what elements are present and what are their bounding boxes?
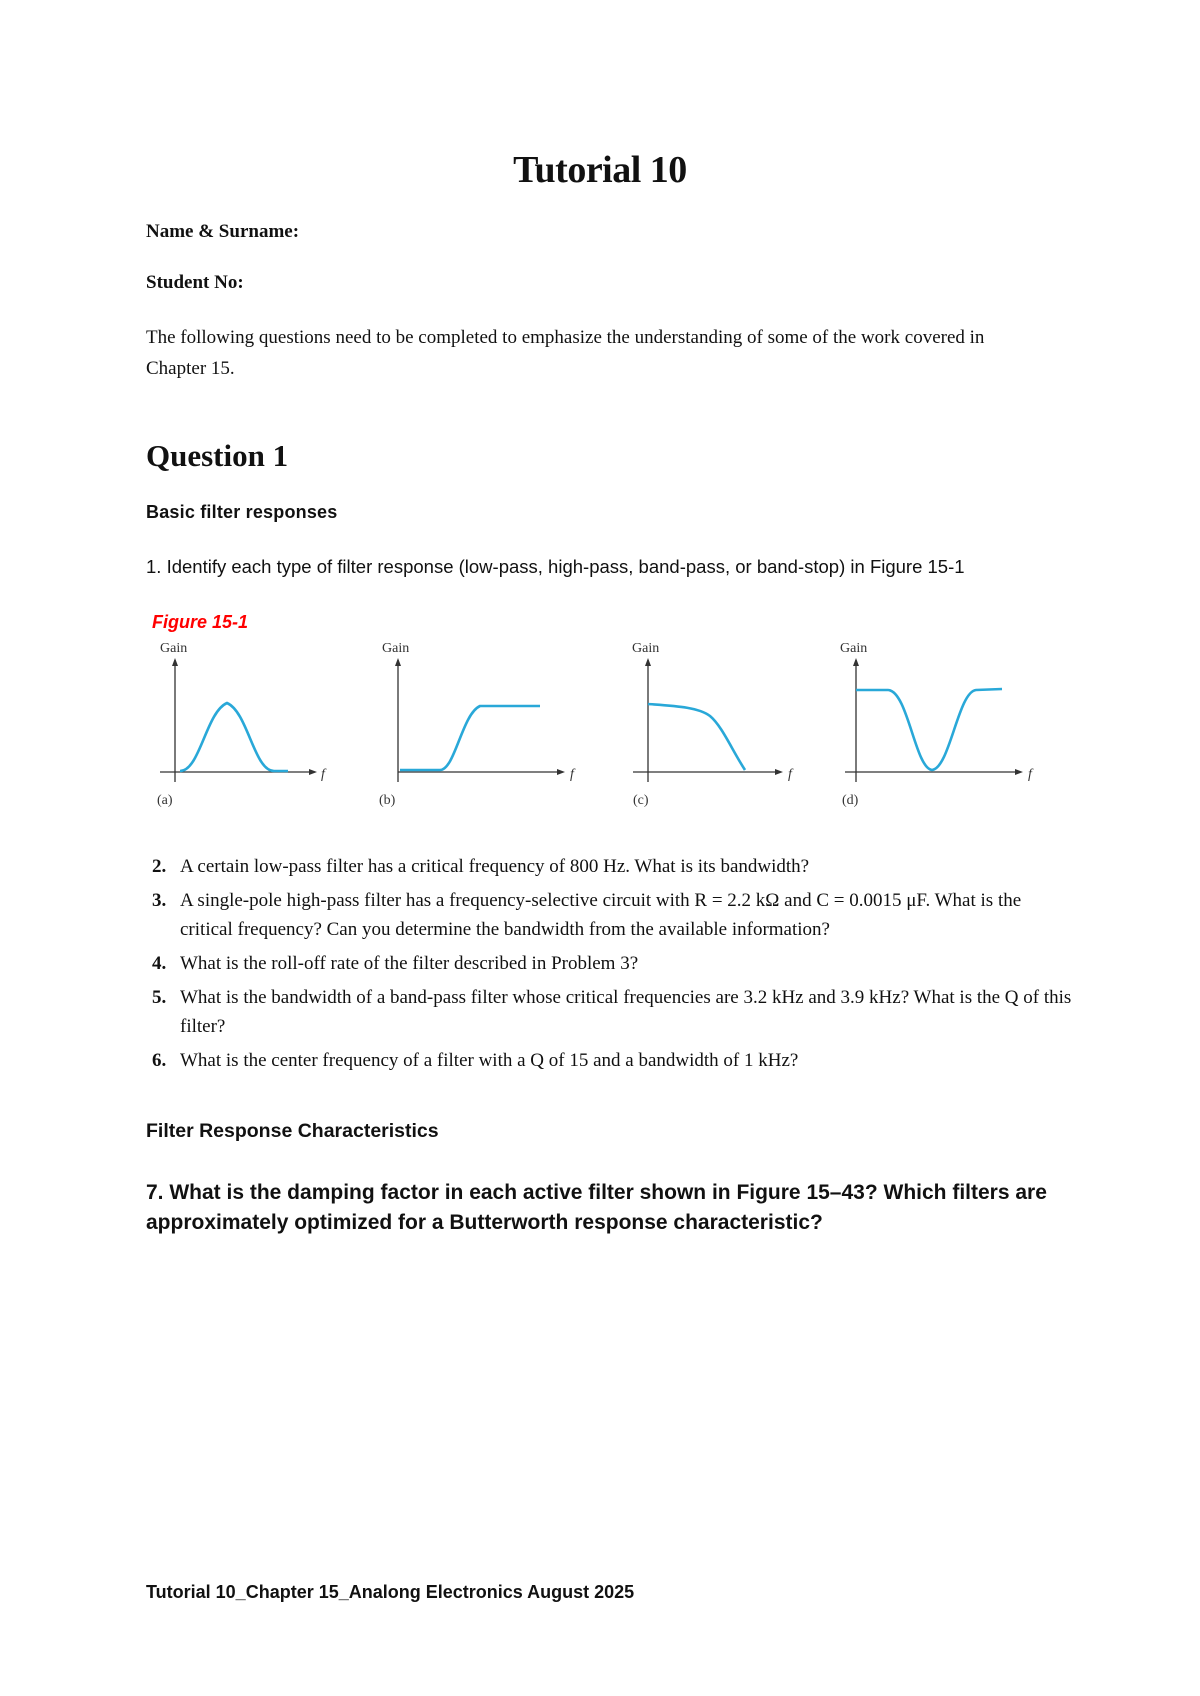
panel-label-d: (d) [842,793,859,808]
problem-text: A single-pole high-pass filter has a frequency-selective circuit with R = 2.2 kΩ and C = 0.0015 μF. What is the critical frequency? Can you determine the bandwidth from the available information? [180,890,1022,940]
gain-axis-label: Gain [382,641,410,656]
name-surname-label: Name & Surname: [146,221,300,242]
question-item-1: 1. Identify each type of filter response (low-pass, high-pass, band-pass, or band-stop) in Figure 15-1 [146,556,965,577]
problem-number: 2. [152,856,167,877]
frequency-axis-label: f [570,767,574,782]
y-axis-arrow [645,658,651,666]
question-1-heading: Question 1 [146,438,289,473]
problem-list [146,852,1076,1080]
figure-panel-a [157,641,327,808]
frequency-axis-label: f [1028,767,1032,782]
problem-item [146,852,1076,881]
gain-axis-label: Gain [632,641,660,656]
figure-label: Figure 15-1 [152,612,249,632]
band-pass-curve [180,703,288,771]
intro-paragraph: The following questions need to be completed to emphasize the understanding of some of the work covered in Chapter 15. [146,327,985,379]
figure-panel-d [840,641,1034,808]
high-pass-curve [400,706,540,770]
problem-item [146,886,1076,944]
student-number-label: Student No: [146,272,244,293]
problem-text: What is the center frequency of a filter with a Q of 15 and a bandwidth of 1 kHz? [180,1050,799,1071]
problem-item [146,949,1076,978]
figure-panel-b [379,641,576,808]
y-axis-arrow [395,658,401,666]
problem-text: A certain low-pass filter has a critical frequency of 800 Hz. What is its bandwidth? [180,856,810,877]
figure-panel-c [632,641,794,808]
problem-item [146,1046,1076,1075]
frequency-axis-label: f [321,767,325,782]
page-footer: Tutorial 10_Chapter 15_Analong Electronics August 2025 [146,1582,635,1602]
problem-text: What is the roll-off rate of the filter described in Problem 3? [180,953,639,974]
problem-number: 5. [152,987,167,1008]
problem-item [146,983,1076,1041]
y-axis-arrow [853,658,859,666]
band-stop-curve [856,689,1002,770]
problem-number: 4. [152,953,167,974]
x-axis-arrow [557,769,565,775]
problem-number: 3. [152,890,167,911]
gain-axis-label: Gain [160,641,188,656]
page-title: Tutorial 10 [513,149,687,191]
frequency-axis-label: f [788,767,792,782]
section-heading-basic-filter-responses: Basic filter responses [146,502,338,522]
problem-text: What is the bandwidth of a band-pass filter whose critical frequencies are 3.2 kHz and 3.9 kHz? What is the Q of this filter? [180,987,1072,1037]
x-axis-arrow [775,769,783,775]
section-heading-filter-response-characteristics: Filter Response Characteristics [146,1120,439,1142]
figure-15-1 [150,630,1070,820]
low-pass-curve [648,704,745,770]
gain-axis-label: Gain [840,641,868,656]
question-item-7: 7. What is the damping factor in each active filter shown in Figure 15–43? Which filters are approximately optimized for a Butterworth response characteristic? [146,1181,1047,1234]
y-axis-arrow [172,658,178,666]
panel-label-b: (b) [379,793,396,808]
x-axis-arrow [309,769,317,775]
problem-number: 6. [152,1050,167,1071]
panel-label-c: (c) [633,793,649,808]
x-axis-arrow [1015,769,1023,775]
panel-label-a: (a) [157,793,173,808]
